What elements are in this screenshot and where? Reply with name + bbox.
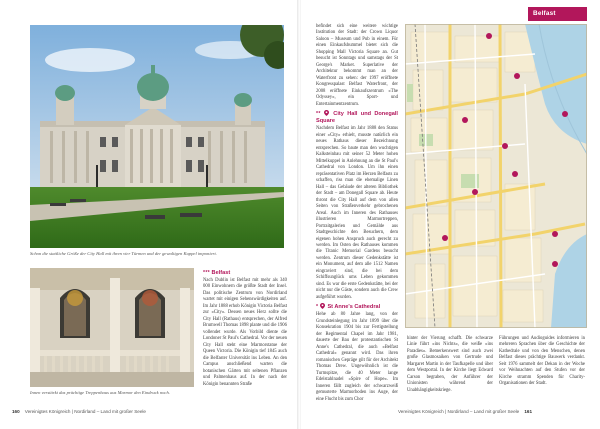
- text-column-bottom-2: [407, 336, 493, 395]
- rating-stars: **: [316, 111, 321, 118]
- rating-stars: *: [316, 304, 319, 311]
- map-pin-icon: [320, 303, 325, 309]
- page-number: 161: [524, 409, 532, 414]
- footer-text: Vereinigtes Königreich | Nordirland – Land mit großer Seele: [24, 409, 146, 414]
- belfast-body: Nach Dublin ist Belfast mit mehr als 340 000 Einwohnern die größte Stadt der Insel. Das politische Zentrum von Nordirland wartet mit einigen Sehenswürdigkeiten auf. Im Jahr 1888 erhob Königin Victoria Belfast zur »City«. Dessen neues Herz sollte die City Hall (Rathaus) entsprechen, der Alfred Brumwell Thomas 1898 plante und die 1906 vollendet wurde. Als Vorbild diente die Londoner St Paul's Cathedral. Vor der neuen City Hall steht eine Marmorstatue der Queen Victoria. Die Königin tief 1845 auch die Belfaster Universität ins Leben. An den Campus anschließend warten die botanischen Gärten mit seltenen Pflanzen und Palmenhaus auf. In der nach der Königin benannten Straße: [203, 277, 287, 387]
- belfast-heading: [203, 270, 287, 277]
- staircase-caption: Innen verstärkt das prächtige Treppenhaus aus Marmor den Eindruck noch.: [30, 390, 170, 395]
- map-pin-icon: [324, 110, 329, 116]
- paragraph: Führungen und Audioguides informieren in mehreren Sprachen über die Geschichte der Kathedrale und von den Menschen, denen Belfast dieses prächtige Bauwerk verdankt. Seit 1976 sammelt der Dekan in der Woche vor Weihnachten auf den Stufen vor der Kirche stramm Spenden für Charity-Organisationen der Stadt.: [499, 336, 585, 387]
- right-text-column: [316, 24, 398, 404]
- rating-stars: ***: [203, 270, 210, 276]
- belfast-section: [203, 268, 287, 389]
- city-hall-photo: [30, 25, 284, 248]
- st-anne-body: Hehe ab 80 Jahre lang, von der Grundsteinlegung im Jahr 1899 über die Konsekration 1904 bis zur Fertigstellung der Regimental Chapel im Jahr 1981, dauerte der Bau der protestantischen St Anne's Cathedral, die auch »Belfast Cathedral« genannt wird. Das ihren romanischen Gepräge gilt für der Architekt Thomas Drew. Ungewöhnlich ist die Turmspitze, die 40 Meter lange Edelstahlnadel »Spire of Hope«. Im Inneren fällt zugleich der schwarzweiß gemusterte Marmorboden ins Auge, der eine Flucht bis zum Chor: [316, 312, 398, 402]
- st-anne-heading: [316, 303, 398, 311]
- belfast-city-map: [405, 24, 587, 328]
- city-hall-heading: [316, 110, 398, 125]
- st-anne-title: St Anne's Cathedral: [327, 304, 381, 311]
- page-number: 160: [12, 409, 20, 414]
- paragraph: hinter der Vierung schafft. Die schwarze Linie führt »ins Nichts«, die weiße »ins Paradies«. Bemerkenswert sind auch zwei große Glasmosaiken von Gertrude und Margaret Martin in der Taufkapelle und über dem Westportal. In der Kirche liegt Edward Carson begraben, der Anführer der Unionisten während der Unabhängigkeitskriege.: [407, 336, 493, 393]
- map-title-label: Belfast: [528, 7, 587, 21]
- right-footer: [398, 409, 532, 414]
- city-hall-caption: Schon die stattliche Größe der City Hall mit ihren vier Türmen und der gewaltigen Kuppel imponiert.: [30, 251, 217, 256]
- left-page: [0, 0, 298, 429]
- city-hall-body: Nachdem Belfast im Jahr 1888 den Status einer »City« erhielt, musste natürlich ein neues Rathaus dieser Bezeichnung entsprechen. So baute man den wuchtigen Kalksteinbau mit seiner 52 Meter hohen Mittelkuppel in Anlehnung an die St Paul's Cathedral von London. Um ihn einen repräsentativen Platz im Herzen Belfasts zu schaffen, riss man die ehemalige Linen Hall – das Gebäude der alteren Bibliothek der Stadt – am Donegall Square ab. Heute thront die City Hall auf dem von allen Seiten von Straßenverkehr gebrochenen Areal. Auch im Inneren des Rathauses illustrieren Marmortreppen, Portraitgalerien und Gemälde aus Stadtgeschichte den Besuchern, dem eigenen hohen Anspruch auch gerecht zu werden. Im Osten des Rathauses kommen die Titanic Memorial Gardens besucht werden. Zentrum dieser Gedenkstätte ist ein Monument, auf dem alle 1512 Namen eingraviert sind, die bei dem Schiffsunglück ums Leben gekommen sind. Es war die erste Gedenkstätte, bei der nicht nur die Gäste, sondern auch die Crew aufgeführt wurden.: [316, 126, 398, 300]
- left-footer: [12, 409, 146, 414]
- city-hall-title: City Hall und Donegall Square: [316, 111, 398, 125]
- footer-text: Vereinigtes Königreich | Nordirland – Land mit großer Seele: [398, 409, 520, 414]
- staircase-photo: [30, 268, 194, 387]
- text-column-bottom-3: [499, 336, 585, 389]
- intro-paragraph: befindet sich eine weitere wichtige Institution der Stadt: der Crown Liquor Saloon – Museum und Pub in einem. Für einen Einkaufsbummel bietet sich die Shopping Mall Victoria Square an. Gut besucht ist Sonntags und samstags der St George's Market. Superlative der Architektur bekommt man an der Waterfront zu sehen: der 1997 eröffnete Kongresspalast Belfast Waterfront, der 2008 eröffnete Einkaufszentrum »The Odyssey«, ein Sport- und Entertainmentzentrum.: [316, 24, 398, 107]
- belfast-title: Belfast: [211, 270, 231, 276]
